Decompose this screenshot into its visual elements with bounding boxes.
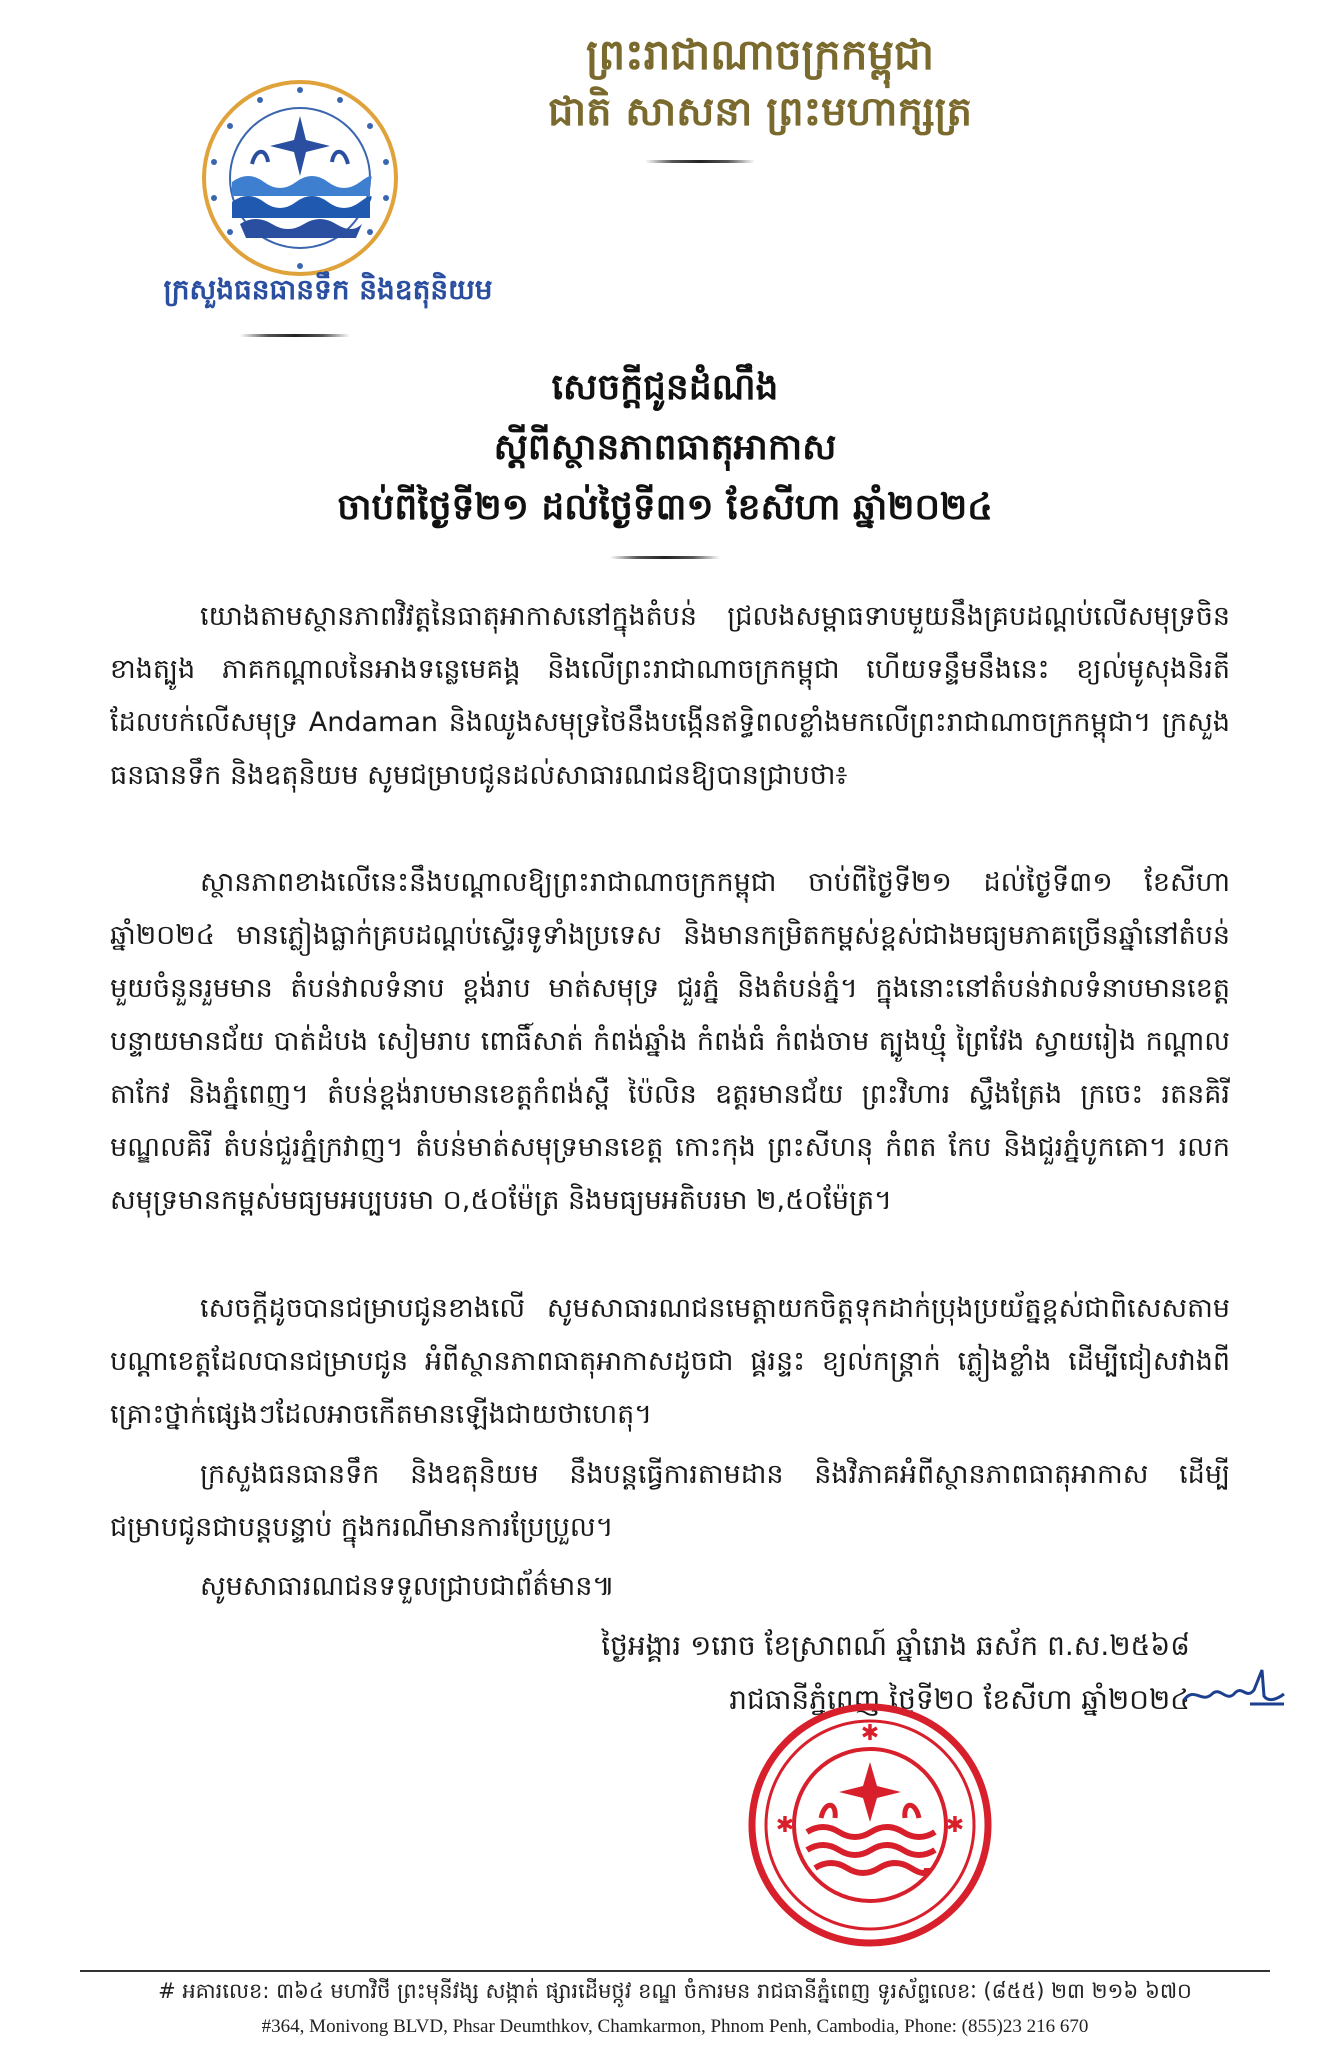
paragraph-text: ក្រសួងធនធានទឹក និងឧតុនិយម នឹងបន្តធ្វើការតាមដាន និងវិភាគអំពីស្ថានភាពធាតុអាកាស ដើម្បីជម្រាបជូនជាបន្តបន្ទាប់ ក្នុងករណីមានការប្រែប្រួល។ <box>110 1459 1230 1543</box>
footer-divider <box>80 1970 1270 1972</box>
signature-icon <box>1180 1660 1290 1720</box>
document-subtitle: ស្តីពីស្ថានភាពធាតុអាកាស <box>493 427 837 468</box>
document-date-range: ចាប់ពីថ្ងៃទី២១ ដល់ថ្ងៃទី៣១ ខែសីហា ឆ្នាំ២០២៤ <box>337 487 993 528</box>
lunar-date: ថ្ងៃអង្គារ ១រោច ខែស្រាពណ៍ ឆ្នាំរោង ឆស័ក ព.ស.២៥៦៨ <box>601 1629 1190 1662</box>
ministry-logo <box>200 78 400 278</box>
paragraph-text: ស្ថានភាពខាងលើនេះនឹងបណ្តាលឱ្យព្រះរាជាណាចក្រកម្ពុជា ចាប់ពីថ្ងៃទី២១ ដល់ថ្ងៃទី៣១ ខែសីហា ឆ្នាំ២០២៤ មានភ្លៀងធ្លាក់គ្របដណ្តប់ស្ទើរទូទាំងប្រទេស និងមានកម្រិតកម្ពស់ខ្ពស់ជាងមធ្យមភាគច្រើនឆ្នាំនៅតំបន់មួយចំនួនរួមមាន តំបន់វាលទំនាប ខ្ពង់រាប មាត់សមុទ្រ ជួរភ្នំ និងតំបន់ភ្នំ។ ក្នុងនោះនៅតំបន់វាលទំនាបមានខេត្តបន្ទាយមានជ័យ បាត់ដំបង សៀមរាប ពោធិ៍សាត់ កំពង់ឆ្នាំង កំពង់ធំ កំពង់ចាម ត្បូងឃ្មុំ ព្រៃវែង ស្វាយរៀង កណ្តាល តាកែវ និងភ្នំពេញ។ តំបន់ខ្ពង់រាបមានខេត្តកំពង់ស្ពឺ ប៉ៃលិន ឧត្តរមានជ័យ ព្រះវិហារ ស្ទឹងត្រែង ក្រចេះ រតនគិរី មណ្ឌលគិរី តំបន់ជួរភ្នំក្រវាញ។ តំបន់មាត់សមុទ្រមានខេត្ត កោះកុង ព្រះសីហនុ កំពត កែប និងជួរភ្នំបូកគោ។ រលកសមុទ្រមានកម្ពស់មធ្យមអប្បបរមា ០,៥០ម៉ែត្រ និងមធ្យមអតិបរមា ២,៥០ម៉ែត្រ។ <box>110 867 1230 1216</box>
body-paragraph <box>110 1448 1230 1554</box>
body-paragraph <box>110 1560 1230 1613</box>
ornament-divider <box>240 334 350 337</box>
national-motto: ជាតិ សាសនា ព្រះមហាក្សត្រ <box>548 89 972 135</box>
official-seal <box>745 1700 995 1950</box>
document-title: សេចក្តីជូនដំណឹង <box>551 367 779 408</box>
footer-address-english: #364, Monivong BLVD, Phsar Deumthkov, Chamkarmon, Phnom Penh, Cambodia, Phone: (855)23 216 670 <box>261 2016 1089 2037</box>
ornament-divider <box>645 160 755 163</box>
ornament-divider <box>610 556 720 559</box>
ministry-logo-icon <box>200 78 400 278</box>
ministry-name: ក្រសួងធនធានទឹក និងឧតុនិយម <box>163 273 493 306</box>
seal-icon <box>745 1700 995 1950</box>
kingdom-heading: ព្រះរាជាណាចក្រកម្ពុជា <box>585 30 935 79</box>
svg-text:✱: ✱ <box>945 1813 965 1838</box>
paragraph-text: យោងតាមស្ថានភាពវិវត្តនៃធាតុអាកាសនៅក្នុងតំបន់ ជ្រលងសម្ពាធទាបមួយនឹងគ្របដណ្តប់លើសមុទ្រចិនខាងត្បូង ភាគកណ្តាលនៃអាងទន្លេមេគង្គ និងលើព្រះរាជាណាចក្រកម្ពុជា ហើយទន្ទឹមនឹងនេះ ខ្យល់មូសុងនិរតីដែលបក់លើសមុទ្រ Andaman និងឈូងសមុទ្រថៃនឹងបង្កើនឥទ្ធិពលខ្លាំងមកលើព្រះរាជាណាចក្រកម្ពុជា។ ក្រសួងធនធានទឹក និងឧតុនិយម សូមជម្រាបជូនដល់សាធារណជនឱ្យបានជ្រាបថា៖ <box>110 601 1230 791</box>
footer-address-khmer: # អគារលេខ: ៣៦៤ មហាវិថី ព្រះមុនីវង្ស សង្កាត់ ផ្សារដើមថ្កូវ ខណ្ឌ ចំការមន រាជធានីភ្នំពេញ ទូរស័ព្ទលេខៈ (៨៥៥) ២៣ ២១៦ ៦៧០ <box>158 1979 1192 2003</box>
body-paragraph <box>110 1282 1230 1441</box>
place-and-date: រាជធានីភ្នំពេញ ថ្ងៃទី២០ ខែសីហា ឆ្នាំ២០២៤ <box>729 1683 1190 1716</box>
paragraph-text: សេចក្តីដូចបានជម្រាបជូនខាងលើ សូមសាធារណជនមេត្តាយកចិត្តទុកដាក់ប្រុងប្រយ័ត្នខ្ពស់ជាពិសេសតាមបណ្តាខេត្តដែលបានជម្រាបជូន អំពីស្ថានភាពធាតុអាកាសដូចជា ផ្គរន្ទះ ខ្យល់កន្ត្រាក់ ភ្លៀងខ្លាំង ដើម្បីជៀសវាងពីគ្រោះថ្នាក់ផ្សេងៗដែលអាចកើតមានឡើងជាយថាហេតុ។ <box>110 1293 1230 1430</box>
body-paragraph <box>110 590 1230 802</box>
svg-text:✱: ✱ <box>775 1813 795 1838</box>
svg-text:✱: ✱ <box>860 1721 880 1746</box>
body-paragraph <box>110 856 1230 1227</box>
paragraph-text: សូមសាធារណជនទទួលជ្រាបជាព័ត៌មាន៕ <box>200 1571 615 1602</box>
